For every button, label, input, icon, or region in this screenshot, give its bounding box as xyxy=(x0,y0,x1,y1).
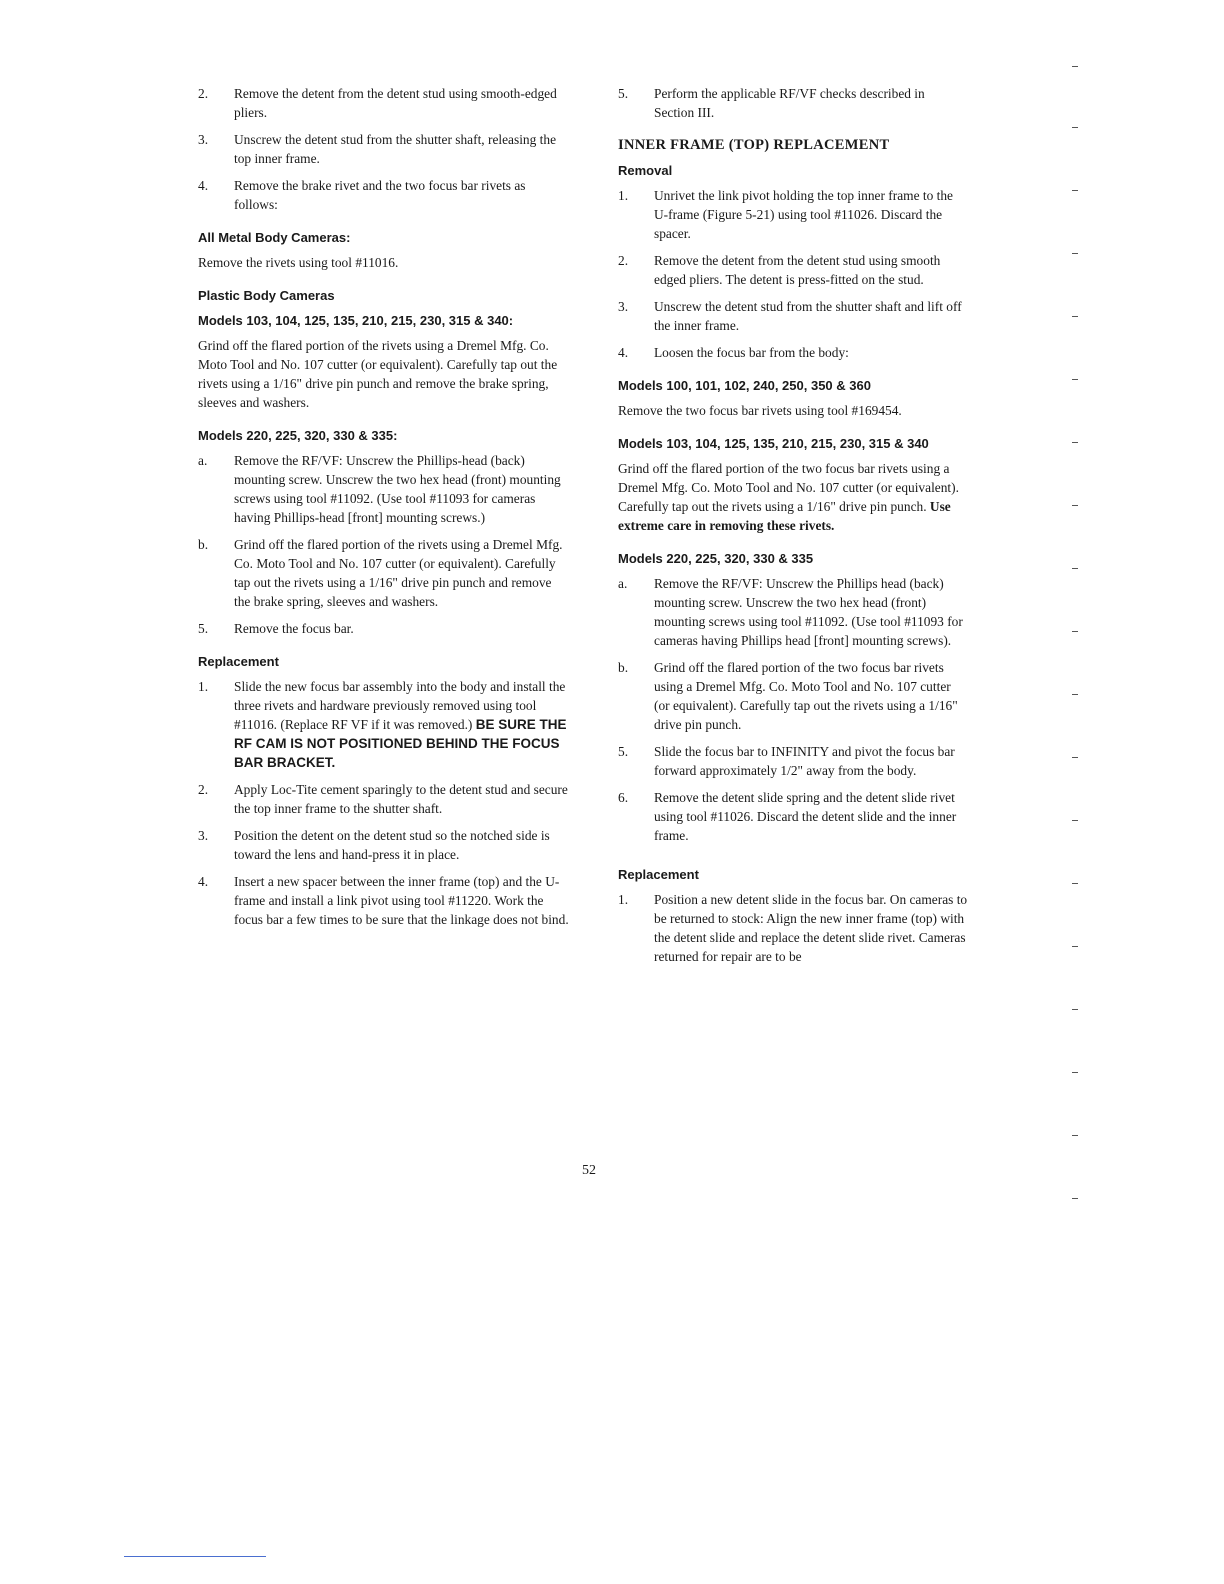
subheading-plastic: Plastic Body Cameras xyxy=(198,288,335,303)
item-number: 4. xyxy=(198,178,209,193)
item-text: Remove the detent from the detent stud using smooth edged pliers. The detent is press-fitted on the stud. xyxy=(654,253,941,287)
list-item xyxy=(618,788,968,845)
list-item xyxy=(618,251,968,289)
list-item xyxy=(198,535,570,611)
replacement-heading: Replacement xyxy=(198,654,279,669)
paragraph-wrap xyxy=(618,459,968,535)
paragraph: Grind off the flared portion of the two focus bar rivets using a Dremel Mfg. Co. Moto Tool and No. 107 cutter (or equivalent). Carefully tap out the rivets using a 1/16" drive pin punch. xyxy=(618,461,959,514)
list-item xyxy=(618,297,968,335)
removal-heading: Removal xyxy=(618,163,673,178)
list-item xyxy=(618,890,968,966)
item-letter: a. xyxy=(198,453,208,468)
section-title: INNER FRAME (TOP) REPLACEMENT xyxy=(618,137,890,153)
paragraph: Remove the rivets using tool #11016. xyxy=(198,255,399,270)
item-text: Grind off the flared portion of the rivets using a Dremel Mfg. Co. Moto Tool and No. 107 cutter (or equivalent). Carefully tap out the rivets using a 1/16" drive pin punch and remove the brake spring, sleeves and washers. xyxy=(234,537,563,609)
list-item xyxy=(198,451,570,527)
item-text: Unscrew the detent stud from the shutter shaft and lift off the inner frame. xyxy=(654,299,962,333)
subheading-metal: All Metal Body Cameras: xyxy=(198,230,351,245)
item-number: 2. xyxy=(198,782,209,797)
margin-mark xyxy=(1072,505,1078,506)
item-text: Slide the new focus bar assembly into the body and install the three rivets and hardware previously removed using tool #11016. (Replace RF VF if it was removed.) xyxy=(234,679,566,732)
item-text: Unscrew the detent stud from the shutter shaft, releasing the top inner frame. xyxy=(234,132,557,166)
caution-text: Use extreme care in removing these rivets. xyxy=(618,499,951,533)
models-heading: Models 220, 225, 320, 330 & 335 xyxy=(618,551,814,566)
warning-text: BE SURE THE RF CAM IS NOT POSITIONED BEHIND THE FOCUS BAR BRACKET. xyxy=(234,717,567,770)
margin-mark xyxy=(1072,1009,1078,1010)
margin-mark xyxy=(1072,757,1078,758)
item-number: 2. xyxy=(198,86,209,101)
item-text: Slide the focus bar to INFINITY and pivot the focus bar forward approximately 1/2" away from the body. xyxy=(654,744,955,778)
list-item xyxy=(198,130,570,168)
item-text: Remove the focus bar. xyxy=(234,621,354,636)
margin-mark xyxy=(1072,442,1078,443)
item-text: Insert a new spacer between the inner frame (top) and the U-frame and install a link pivot using tool #11220. Work the focus bar a few times to be sure that the linkage does not bind. xyxy=(234,874,569,927)
list-item xyxy=(198,176,570,214)
list-item xyxy=(198,872,570,929)
item-number: 1. xyxy=(198,679,209,694)
margin-mark xyxy=(1072,190,1078,191)
replacement-heading: Replacement xyxy=(618,867,699,882)
list-item xyxy=(618,84,968,122)
margin-mark xyxy=(1072,1072,1078,1073)
item-text: Remove the brake rivet and the two focus bar rivets as follows: xyxy=(234,178,526,212)
item-number: 4. xyxy=(618,345,629,360)
list-item xyxy=(198,619,570,638)
margin-mark xyxy=(1072,127,1078,128)
item-text: Remove the RF/VF: Unscrew the Phillips head (back) mounting screw. Unscrew the two hex head (front) mounting screws using tool #11092. (Use tool #11093 for cameras having Phillips head [front] mounting screws). xyxy=(654,576,963,648)
item-text: Position a new detent slide in the focus bar. On cameras to be returned to stock: Align the new inner frame (top) with the detent slide and replace the detent slide rivet. Cameras returned for repair are to be xyxy=(654,892,968,964)
margin-mark xyxy=(1072,568,1078,569)
left-column xyxy=(198,84,570,937)
item-number: 5. xyxy=(618,744,629,759)
models-heading: Models 220, 225, 320, 330 & 335: xyxy=(198,428,398,443)
margin-mark xyxy=(1072,820,1078,821)
item-text: Unrivet the link pivot holding the top inner frame to the U-frame (Figure 5-21) using tool #11026. Discard the spacer. xyxy=(654,188,953,241)
margin-mark xyxy=(1072,1135,1078,1136)
margin-mark xyxy=(1072,316,1078,317)
list-item xyxy=(618,186,968,243)
margin-mark xyxy=(1072,631,1078,632)
right-column xyxy=(618,84,968,974)
item-text-wrap xyxy=(234,677,570,772)
item-text: Perform the applicable RF/VF checks described in Section III. xyxy=(654,86,925,120)
list-item xyxy=(198,677,570,772)
page-number: 52 xyxy=(582,1163,596,1178)
models-heading: Models 103, 104, 125, 135, 210, 215, 230, 315 & 340 xyxy=(618,436,929,451)
paragraph: Grind off the flared portion of the rivets using a Dremel Mfg. Co. Moto Tool and No. 107 cutter (or equivalent). Carefully tap out the rivets using a 1/16" drive pin punch and remove the brake spring, sleeves and washers. xyxy=(198,338,558,410)
item-number: 3. xyxy=(198,828,209,843)
margin-mark xyxy=(1072,946,1078,947)
item-text: Grind off the flared portion of the two focus bar rivets using a Dremel Mfg. Co. Moto Tool and No. 107 cutter (or equivalent). Carefully tap out the rivets using a 1/16" drive pin punch. xyxy=(654,660,958,732)
models-heading: Models 100, 101, 102, 240, 250, 350 & 360 xyxy=(618,378,871,393)
item-number: 4. xyxy=(198,874,209,889)
item-text: Remove the detent from the detent stud using smooth-edged pliers. xyxy=(234,86,557,120)
footnote-rule xyxy=(124,1556,266,1557)
margin-mark xyxy=(1072,1198,1078,1199)
list-item xyxy=(618,574,968,650)
item-letter: b. xyxy=(618,660,629,675)
item-letter: b. xyxy=(198,537,209,552)
list-item xyxy=(618,658,968,734)
item-number: 5. xyxy=(198,621,209,636)
paragraph: Remove the two focus bar rivets using tool #169454. xyxy=(618,403,902,418)
margin-mark xyxy=(1072,66,1078,67)
item-number: 3. xyxy=(198,132,209,147)
item-number: 6. xyxy=(618,790,629,805)
item-text: Loosen the focus bar from the body: xyxy=(654,345,849,360)
margin-mark xyxy=(1072,883,1078,884)
margin-mark xyxy=(1072,694,1078,695)
margin-mark xyxy=(1072,253,1078,254)
item-number: 2. xyxy=(618,253,629,268)
list-item xyxy=(198,780,570,818)
list-item xyxy=(198,84,570,122)
item-number: 5. xyxy=(618,86,629,101)
item-letter: a. xyxy=(618,576,628,591)
item-text: Apply Loc-Tite cement sparingly to the detent stud and secure the top inner frame to the shutter shaft. xyxy=(234,782,568,816)
item-text: Remove the RF/VF: Unscrew the Phillips-head (back) mounting screw. Unscrew the two hex head (front) mounting screws using tool #11092. (Use tool #11093 for cameras having Phillips-head [front] mounting screws.) xyxy=(234,453,561,525)
list-item xyxy=(198,826,570,864)
item-text: Position the detent on the detent stud so the notched side is toward the lens and hand-press it in place. xyxy=(234,828,550,862)
margin-mark xyxy=(1072,379,1078,380)
item-number: 1. xyxy=(618,892,629,907)
list-item xyxy=(618,742,968,780)
models-heading: Models 103, 104, 125, 135, 210, 215, 230, 315 & 340: xyxy=(198,313,514,328)
list-item xyxy=(618,343,968,362)
item-text: Remove the detent slide spring and the detent slide rivet using tool #11026. Discard the detent slide and the inner frame. xyxy=(654,790,957,843)
item-number: 3. xyxy=(618,299,629,314)
item-number: 1. xyxy=(618,188,629,203)
